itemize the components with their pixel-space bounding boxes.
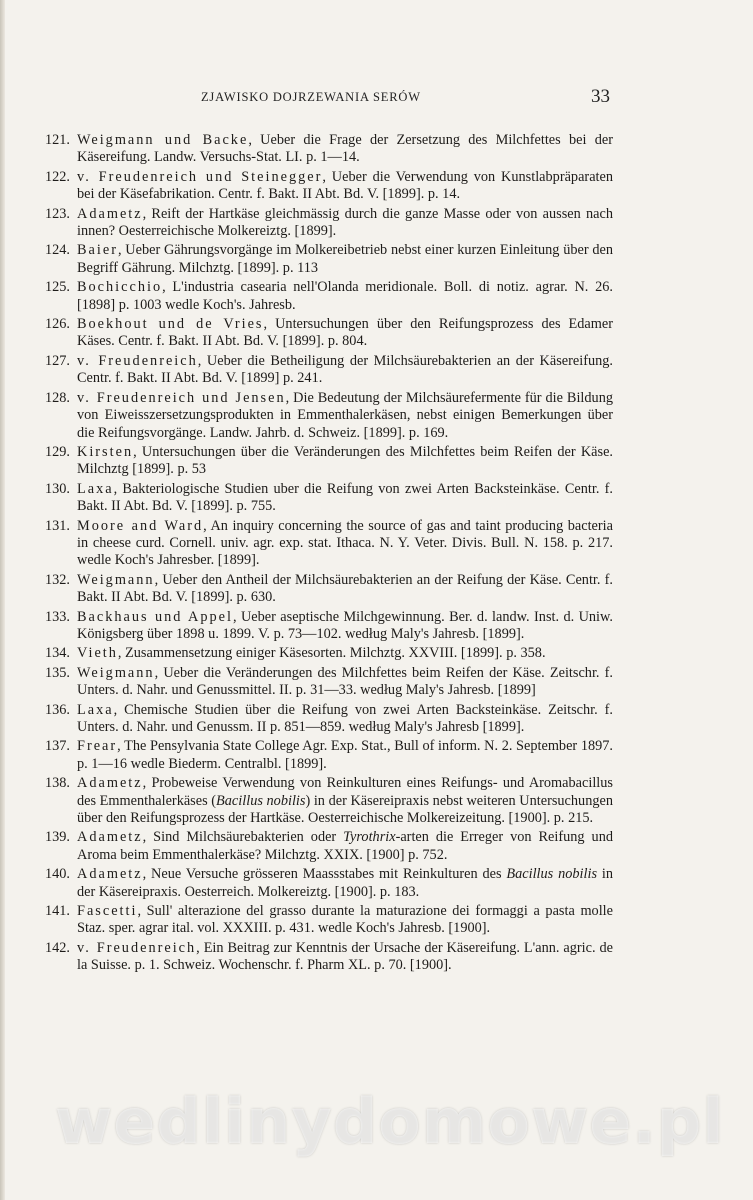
reference-text: in der Käsereipraxis. Oesterreich. Molkereiztg. [1900]. p. 183. [77, 866, 613, 900]
reference-number: 129. [44, 443, 70, 460]
reference-authors: Weigmann und Backe [77, 132, 249, 148]
reference-entry [0, 775, 613, 827]
running-title: ZJAWISKO DOJRZEWANIA SERÓW [201, 90, 421, 104]
reference-entry [0, 903, 613, 938]
reference-text: , Ueber die Veränderungen des Milchfettes beim Reifen der Käse. Zeitschr. f. Unters. d. Nahr. und Genussmittel. II. p. 31—33. według Maly's Jahresb. [1899] [77, 664, 613, 699]
reference-entry [0, 866, 613, 901]
reference-authors: Baier [77, 242, 118, 259]
reference-entry [0, 665, 613, 700]
reference-text: , The Pensylvania State College Agr. Exp. Stat., Bull of inform. N. 2. September 1897. p. 1—16 wedle Biederm. Centralbl. [1899]. [77, 738, 613, 772]
reference-authors: Adametz [77, 205, 143, 222]
reference-authors: Weigmann [77, 664, 155, 681]
reference-number: 126. [44, 316, 70, 333]
reference-number: 139. [44, 829, 70, 846]
reference-authors: Backhaus und Appel [77, 608, 233, 625]
reference-entry [0, 169, 613, 204]
reference-italic: Bacillus nobilis [216, 792, 306, 809]
reference-entry [0, 829, 613, 864]
reference-text: , Neue Versuche grösseren Maassstabes mit Reinkulturen des [142, 866, 507, 883]
reference-number: 131. [44, 517, 70, 534]
page-header [0, 86, 753, 110]
reference-entry [0, 353, 613, 388]
page-number: 33 [591, 86, 610, 107]
reference-text: -arten die Erreger von Reifung und Aroma beim Emmenthalerkäse? Milchztg. XXIX. [1900] p. 752. [77, 829, 613, 863]
reference-number: 130. [44, 480, 70, 497]
reference-entry [0, 444, 613, 479]
reference-number: 136. [44, 701, 70, 718]
reference-number: 140. [44, 866, 70, 883]
reference-text: , Ueber aseptische Milchgewinnung. Ber. d. landw. Inst. d. Uniw. Königsberg über 1898 u. 1899. V. p. 73—102. według Maly's Jahresb. [1899]. [77, 608, 613, 642]
reference-authors: Kirsten [77, 443, 134, 460]
reference-text: ) in der Käsereipraxis nebst weiteren Untersuchungen über den Reifungsprozess der Hartkäse. Oesterreichische Molkereizeitung. [1900]. p. 215. [77, 792, 613, 827]
reference-text: , Probeweise Verwendung von Reinkulturen eines Reifungs- und Aromabacillus des Emmenthalerkäses ( [77, 775, 613, 809]
reference-text: , Ueber Gährungsvorgänge im Molkereibetrieb nebst einer kurzen Einleitung über den Begriff Gährung. Milchztg. [1899]. p. 113 [77, 242, 613, 276]
reference-authors: Laxa [77, 701, 114, 718]
reference-number: 135. [44, 664, 70, 681]
reference-number: 133. [44, 608, 70, 625]
reference-number: 142. [44, 939, 70, 956]
reference-entry [0, 572, 613, 607]
reference-number: 134. [44, 645, 70, 662]
reference-text: , Ueber den Antheil der Milchsäurebakterien an der Reifung der Käse. Centr. f. Bakt. II Abt. Bd. V. [1899]. p. 630. [77, 571, 613, 606]
reference-text: , Sull' alterazione del grasso durante la maturazione dei formaggi a pasta molle Staz. sper. agrar ital. vol. XXXIII. p. 431. wedle Koch's Jahresb. [1900]. [77, 903, 613, 937]
reference-italic: Tyrothrix [343, 829, 396, 846]
reference-number: 138. [44, 775, 70, 792]
reference-entry [0, 702, 613, 737]
reference-text: , Bakteriologische Studien uber die Reifung von zwei Arten Backsteinkäse. Centr. f. Bakt. II Abt. Bd. V. [1899]. p. 755. [77, 480, 613, 515]
reference-authors: Adametz [77, 775, 143, 792]
reference-text: , Chemische Studien über die Reifung von zwei Arten Backsteinkäse. Zeitschr. f. Unters. d. Nahr. und Genussm. II p. 851—859. według Maly's Jahresb [1899]. [77, 701, 613, 735]
reference-entry [0, 645, 613, 662]
reference-number: 141. [44, 903, 70, 920]
reference-number: 128. [44, 389, 70, 406]
reference-entry [0, 738, 613, 773]
reference-entry [0, 518, 613, 570]
reference-entry [0, 609, 613, 644]
reference-text: , Zusammensetzung einiger Käsesorten. Milchztg. XXVIII. [1899]. p. 358. [117, 645, 546, 662]
reference-authors: v. Freudenreich [77, 939, 197, 956]
reference-authors: v. Freudenreich [77, 352, 198, 369]
reference-list [0, 132, 753, 977]
reference-authors: Moore and Ward [77, 517, 204, 534]
reference-authors: v. Freudenreich und Steinegger [77, 168, 323, 185]
reference-authors: Weigmann [77, 571, 155, 588]
reference-text: , L'industria casearia nell'Olanda meridionale. Boll. di notiz. agrar. N. 26. [1898] p. 1003 wedle Koch's. Jahresb. [77, 279, 613, 313]
reference-text: , Ein Beitrag zur Kenntnis der Ursache der Käsereifung. L'ann. agric. de la Suisse. p. 1. Schweiz. Wochenschr. f. Pharm XL. p. 70. [1900]. [77, 939, 613, 974]
reference-number: 127. [44, 352, 70, 369]
reference-number: 121. [44, 132, 70, 148]
reference-number: 132. [44, 571, 70, 588]
reference-entry [0, 132, 613, 167]
reference-number: 124. [44, 242, 70, 259]
reference-text: , Ueber die Frage der Zersetzung des Milchfettes bei der Käsereifung. Landw. Versuchs-Stat. LI. p. 1—14. [77, 132, 613, 166]
reference-entry [0, 940, 613, 975]
reference-text: , Untersuchungen über die Veränderungen des Milchfettes beim Reifen der Käse. Milchztg [1899]. p. 53 [77, 443, 613, 478]
reference-number: 123. [44, 205, 70, 222]
reference-entry [0, 242, 613, 277]
reference-authors: Frear [77, 738, 118, 755]
reference-entry [0, 206, 613, 241]
reference-entry [0, 390, 613, 442]
watermark: wedlinydomowe.pl [55, 1085, 725, 1158]
reference-text: , Ueber die Verwendung von Kunstlabpräparaten bei der Käsefabrikation. Centr. f. Bakt. II Abt. Bd. V. [1899]. p. 14. [77, 168, 614, 203]
reference-text: , Sind Milchsäurebakterien oder [142, 829, 344, 846]
reference-number: 125. [44, 279, 70, 296]
reference-authors: Boekhout und de Vries [77, 316, 264, 333]
reference-entry [0, 279, 613, 314]
reference-authors: Vieth [77, 645, 118, 662]
reference-text: , Die Bedeutung der Milchsäurefermente für die Bildung von Eiweisszersetzungsprodukten in Emmenthalerkäsen, nebst einigen Bemerkungen über die Reifungsvorgänge. Landw. Jahrb. d. Schweiz. [1899]. p. 169. [77, 389, 613, 441]
reference-text: , An inquiry concerning the source of gas and taint producing bacteria in cheese curd. Cornell. univ. agr. exp. stat. Ithaca. N. Y. Veter. Divis. Bull. N. 158. p. 217. wedle Koch's Jahresber. [1899]. [77, 517, 613, 569]
reference-authors: Adametz [77, 829, 143, 846]
reference-italic: Bacillus nobilis [506, 866, 598, 883]
reference-authors: Adametz [77, 866, 143, 883]
reference-authors: Fascetti [77, 903, 138, 920]
reference-authors: v. Freudenreich und Jensen [77, 389, 286, 406]
reference-text: , Ueber die Betheiligung der Milchsäurebakterien an der Käsereifung. Centr. f. Bakt. II Abt. Bd. V. [1899] p. 241. [77, 352, 613, 387]
reference-text: , Reift der Hartkäse gleichmässig durch die ganze Masse oder von aussen nach innen? Oesterreichische Molkereiztg. [1899]. [77, 205, 613, 240]
reference-entry [0, 481, 613, 516]
reference-number: 122. [44, 168, 70, 185]
reference-entry [0, 316, 613, 351]
reference-authors: Bochicchio [77, 279, 163, 296]
reference-number: 137. [44, 738, 70, 755]
reference-authors: Laxa [77, 480, 114, 497]
reference-text: , Untersuchungen über den Reifungsprozess des Edamer Käses. Centr. f. Bakt. II Abt. Bd. V. [1899]. p. 804. [77, 316, 613, 350]
